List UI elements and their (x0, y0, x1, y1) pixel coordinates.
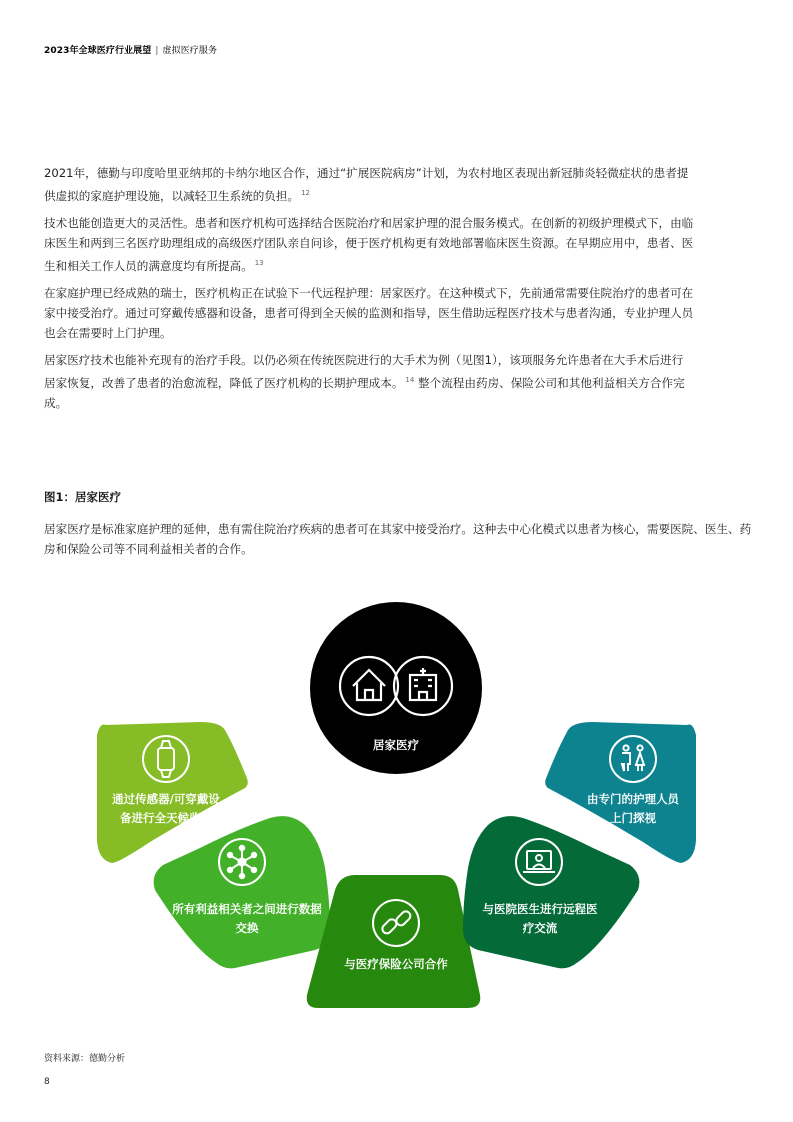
home-care-diagram (0, 600, 793, 1030)
header-separator: | (155, 46, 159, 56)
page-number: 8 (44, 1077, 50, 1087)
segment-insurance (307, 875, 481, 1008)
source-note: 资料来源：德勤分析 (44, 1054, 126, 1064)
segment-telemedicine (463, 816, 639, 968)
footnote-ref: 13 (254, 258, 264, 267)
segment-label-data-exchange: 所有利益相关者之间进行数据交换 (172, 902, 322, 935)
paragraph: 居家医疗技术也能补充现有的治疗手段。以仍必须在传统医院进行的大手术为例（见图1），该项服务允许患者在大手术后进行居家恢复，改善了患者的治愈流程，降低了医疗机构的长期护理成本。 $^{14}$ 整个流程由药房、保险公司和其他利益相关方合作完成。 (44, 352, 685, 410)
body-text (44, 163, 694, 420)
figure-title: 图1：居家医疗 (44, 490, 122, 504)
section-title: 虚拟医疗服务 (162, 46, 218, 56)
segment-label-caregivers: 由专门的护理人员上门探视 (587, 792, 679, 825)
report-title: 2023年全球医疗行业展望 (44, 46, 152, 56)
footnote-ref: 14 (405, 375, 415, 384)
page-header (44, 43, 217, 56)
segment-label-insurance: 与医疗保险公司合作 (344, 957, 448, 971)
footnote-ref: 12 (301, 189, 310, 197)
center-label: 居家医疗 (373, 738, 419, 752)
figure-description: 居家医疗是标准家庭护理的延伸，患有需住院治疗疾病的患者可在其家中接受治疗。这种去中心化模式以患者为核心，需要医院、医生、药房和保险公司等不同利益相关者的合作。 (44, 522, 752, 556)
paragraph: 2021年，德勤与印度哈里亚纳邦的卡纳尔地区合作，通过“扩展医院病房”计划，为农村地区表现出新冠肺炎轻微症状的患者提供虚拟的家庭护理设施，以减轻卫生系统的负担。 $^{12}$ (44, 166, 689, 203)
segment-label-monitoring: 通过传感器/可穿戴设备进行全天候监测 (112, 792, 220, 825)
paragraph: 技术也能创造更大的灵活性。患者和医疗机构可选择结合医院治疗和居家护理的混合服务模式。在创新的初级护理模式下，由临床医生和两到三名医疗助理组成的高级医疗团队亲自问诊，便于医疗机构更有效地部署临床医生资源。在早期应用中，患者、医生和相关工作人员的满意度均有所提高。 $^{13}$ (44, 215, 694, 273)
segment-label-telemedicine: 与医院医生进行远程医疗交流 (482, 902, 598, 935)
paragraph: 在家庭护理已经成熟的瑞士，医疗机构正在试验下一代远程护理：居家医疗。在这种模式下，先前通常需要住院治疗的患者可在家中接受治疗。通过可穿戴传感器和设备，患者可得到全天候的监测和指导，医生借助远程医疗技术与患者沟通，专业护理人员也会在需要时上门护理。 (44, 285, 694, 340)
